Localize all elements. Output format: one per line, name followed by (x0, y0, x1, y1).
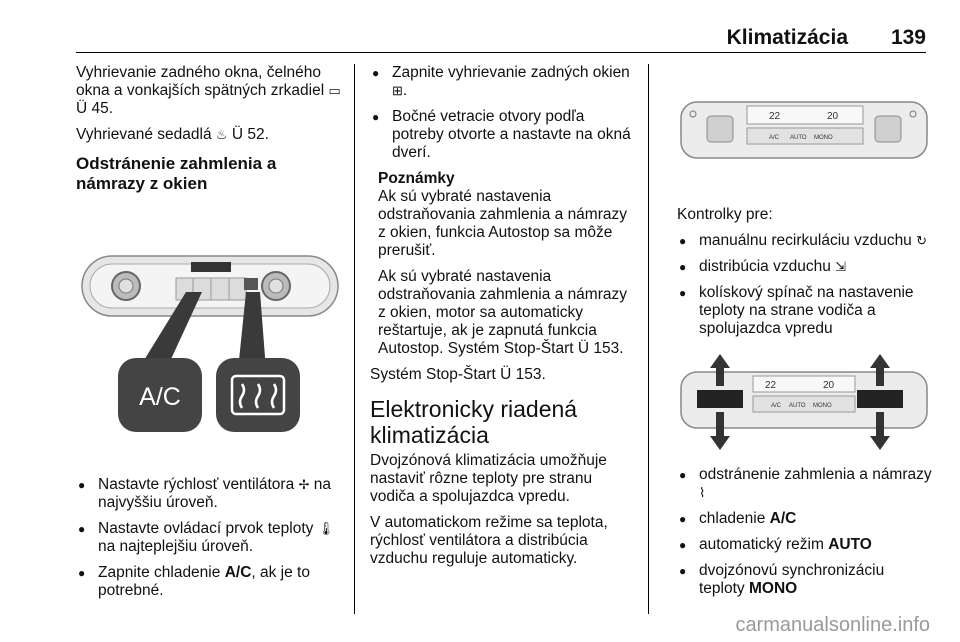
svg-text:22: 22 (769, 111, 781, 122)
svg-text:MONO: MONO (813, 403, 832, 409)
section-heading-electronic-climate: Elektronicky riadená klimatizácia (370, 396, 578, 448)
paragraph-dual-zone: Dvojzónová klimatizácia umožňuje nastaviť rôzne teploty pre stranu vodiča a spolujazdca vpredu. (370, 452, 607, 505)
svg-text:AUTO: AUTO (789, 403, 806, 409)
defrost-icon: ⌇ (699, 485, 706, 500)
page-reference[interactable]: Ü 153. (500, 366, 546, 383)
stop-start-reference: Systém Stop-Štart Ü 153. (370, 366, 546, 383)
rocker-switch-illustration (677, 354, 932, 450)
note-heading: Poznámky (378, 170, 455, 187)
column-1 (76, 64, 344, 608)
list-item: ● Bočné vetracie otvory podľa potreby otvorte a nastavte na okná dverí. (370, 108, 632, 162)
column-divider-1 (354, 64, 355, 614)
page-reference[interactable]: Ü 45. (76, 100, 114, 117)
svg-text:A/C: A/C (769, 135, 780, 141)
header-rule (76, 52, 926, 53)
column-3 (677, 64, 932, 606)
page-header (76, 22, 926, 48)
note-box (370, 170, 632, 358)
note-paragraph: Ak sú vybraté nastavenia odstraňovania zahmlenia a námrazy z okien, funkcia Autostop sa môže prerušiť. (378, 188, 627, 259)
list-item: ● Nastavte ovládací prvok teploty 🌡 na najteplejšiu úroveň. (76, 520, 344, 556)
svg-text:A/C: A/C (771, 403, 782, 409)
page-number: 139 (890, 26, 926, 49)
rear-window-icon: ▭ (328, 83, 341, 98)
defrost-steps-continued (370, 64, 632, 162)
section-heading-defrost: Odstránenie zahmlenia a námrazy z okien (76, 154, 277, 193)
list-item: ● distribúcia vzduchu ⇲ (677, 258, 932, 276)
svg-text:20: 20 (827, 111, 839, 122)
heated-seat-icon: ♨ (215, 127, 228, 142)
indicator-list (677, 232, 932, 338)
page-title: Klimatizácia (726, 26, 848, 49)
column-2 (370, 64, 632, 576)
paragraph-auto-mode: V automatickom režime sa teplota, rýchlosť ventilátora a distribúcia vzduchu reguluje automaticky. (370, 514, 608, 567)
watermark: carmanualsonline.info (735, 614, 930, 636)
climate-panel-illustration (677, 92, 932, 186)
paragraph-heating: Vyhrievanie zadného okna, čelného okna a vonkajších spätných zrkadiel ▭ Ü 45. (76, 64, 341, 117)
defrost-steps (76, 476, 344, 600)
page-reference[interactable]: Ü 52. (231, 126, 269, 143)
list-item: ● chladenie A/C (677, 510, 932, 528)
ac-button-label: A/C (139, 383, 181, 411)
page-reference[interactable]: Ü 153. (577, 340, 624, 357)
paragraph-seats: Vyhrievané sedadlá ♨ Ü 52. (76, 126, 269, 143)
rear-defrost-icon: ⊞ (392, 83, 403, 98)
air-distribution-icon: ⇲ (835, 259, 847, 274)
list-item: ● Zapnite chladenie A/C, ak je to potrebné. (76, 564, 344, 600)
column-divider-2 (648, 64, 649, 614)
list-item: ● Nastavte rýchlosť ventilátora ✢ na najvyššiu úroveň. (76, 476, 344, 512)
list-item: ● automatický režim AUTO (677, 536, 932, 554)
climate-panel-figure-1 (677, 92, 932, 186)
defrost-figure (76, 248, 344, 448)
recirculation-icon: ↻ (916, 233, 928, 248)
svg-text:MONO: MONO (814, 135, 833, 141)
list-item: ● manuálnu recirkuláciu vzduchu ↻ (677, 232, 932, 250)
climate-panel-figure-2 (677, 354, 932, 450)
svg-text:AUTO: AUTO (790, 135, 807, 141)
svg-text:20: 20 (823, 380, 835, 391)
list-item: ● odstránenie zahmlenia a námrazy ⌇ (677, 466, 932, 502)
climate-panel-illustration (76, 248, 344, 448)
list-item: ● dvojzónovú synchronizáciu teploty MONO (677, 562, 932, 598)
fan-icon: ✢ (298, 477, 310, 492)
indicator-list-2 (677, 466, 932, 598)
note-paragraph: Ak sú vybraté nastavenia odstraňovania zahmlenia a námrazy z okien, motor sa automaticky reštartuje, ak je zapnutá funkcia Autostop. Systém Stop-Štart Ü 153. (378, 268, 627, 357)
list-item: ● kolískový spínač na nastavenie teploty na strane vodiča a spolujazdca vpredu (677, 284, 932, 338)
thermometer-icon: 🌡 (317, 521, 335, 536)
list-item: ● Zapnite vyhrievanie zadných okien ⊞. (370, 64, 632, 100)
indicators-intro: Kontrolky pre: (677, 206, 773, 223)
svg-text:22: 22 (765, 380, 777, 391)
